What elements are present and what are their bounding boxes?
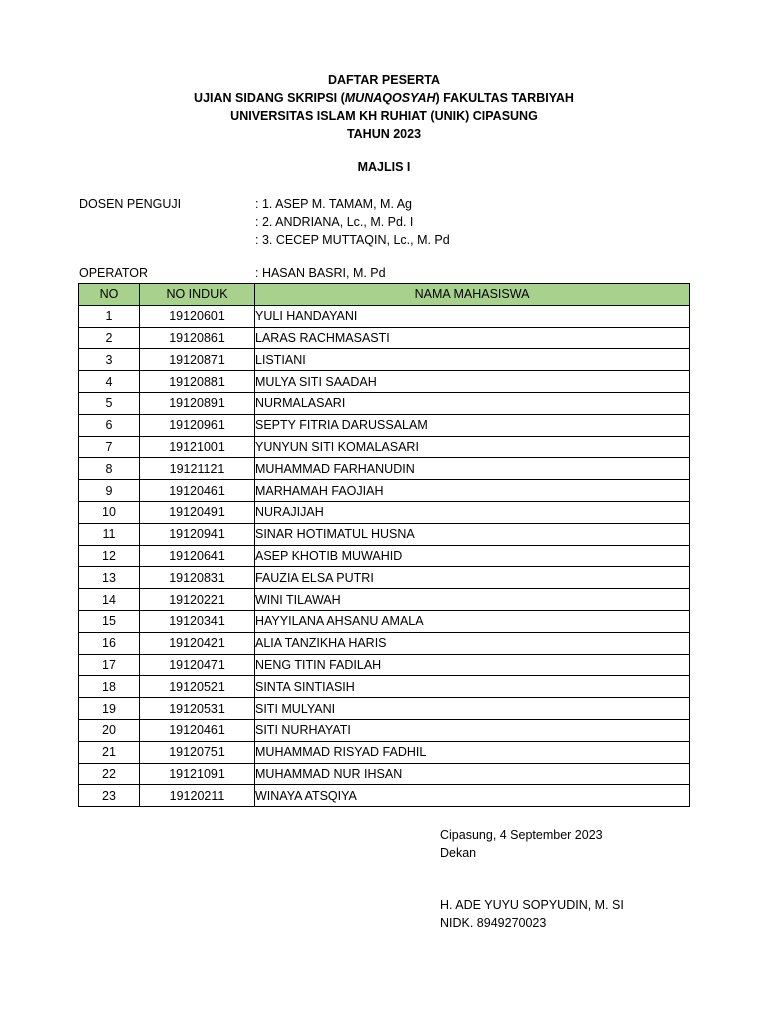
signature-header (440, 826, 603, 862)
cell-induk: 19121001 (140, 436, 255, 458)
table-body (79, 305, 690, 806)
examiner-item: : 3. CECEP MUTTAQIN, Lc., M. Pd (255, 233, 450, 247)
cell-induk: 19120961 (140, 414, 255, 436)
table-row (79, 610, 690, 632)
table-row (79, 785, 690, 807)
cell-no: 2 (79, 327, 140, 349)
cell-no: 22 (79, 763, 140, 785)
cell-induk: 19120871 (140, 349, 255, 371)
cell-nama: YULI HANDAYANI (255, 305, 690, 327)
cell-no: 1 (79, 305, 140, 327)
cell-induk: 19120531 (140, 698, 255, 720)
heading-title: DAFTAR PESERTA (327, 73, 441, 87)
table-row (79, 741, 690, 763)
signature-signer (440, 896, 624, 932)
cell-no: 20 (79, 719, 140, 741)
heading-university: UNIVERSITAS ISLAM KH RUHIAT (UNIK) CIPASUNG (230, 109, 538, 123)
cell-nama: SITI NURHAYATI (255, 719, 690, 741)
operator-value: : HASAN BASRI, M. Pd (255, 266, 386, 280)
table-header-row (79, 284, 690, 306)
table-row (79, 719, 690, 741)
cell-induk: 19120461 (140, 719, 255, 741)
cell-induk: 19120941 (140, 523, 255, 545)
cell-no: 14 (79, 589, 140, 611)
cell-nama: NURAJIJAH (255, 501, 690, 523)
table-row (79, 305, 690, 327)
heading-year: TAHUN 2023 (346, 127, 422, 141)
cell-no: 7 (79, 436, 140, 458)
participants-table (78, 283, 690, 807)
cell-no: 5 (79, 392, 140, 414)
table-row (79, 501, 690, 523)
cell-no: 3 (79, 349, 140, 371)
table-row (79, 371, 690, 393)
cell-induk: 19120471 (140, 654, 255, 676)
cell-no: 4 (79, 371, 140, 393)
table-row (79, 545, 690, 567)
cell-no: 11 (79, 523, 140, 545)
cell-no: 17 (79, 654, 140, 676)
examiners-label: DOSEN PENGUJI (79, 197, 182, 211)
examiners-list (255, 195, 450, 249)
cell-induk: 19120751 (140, 741, 255, 763)
signature-nidk: NIDK. 8949270023 (440, 916, 547, 930)
table-row (79, 589, 690, 611)
cell-induk: 19120891 (140, 392, 255, 414)
cell-induk: 19121121 (140, 458, 255, 480)
table-row (79, 632, 690, 654)
cell-nama: LARAS RACHMASASTI (255, 327, 690, 349)
cell-no: 6 (79, 414, 140, 436)
signature-title: Dekan (440, 846, 477, 860)
table-row (79, 567, 690, 589)
table-row (79, 698, 690, 720)
cell-no: 23 (79, 785, 140, 807)
cell-induk: 19120521 (140, 676, 255, 698)
cell-induk: 19120211 (140, 785, 255, 807)
cell-nama: MARHAMAH FAOJIAH (255, 480, 690, 502)
signature-name: H. ADE YUYU SOPYUDIN, M. SI (440, 898, 624, 912)
cell-no: 18 (79, 676, 140, 698)
cell-nama: SINTA SINTIASIH (255, 676, 690, 698)
table-row (79, 480, 690, 502)
table-row (79, 349, 690, 371)
table-row (79, 676, 690, 698)
heading-exam-pre: UJIAN SIDANG SKRIPSI ( (194, 91, 345, 105)
signature-place-date: Cipasung, 4 September 2023 (440, 828, 603, 842)
column-header-induk: NO INDUK (140, 284, 255, 306)
cell-nama: YUNYUN SITI KOMALASARI (255, 436, 690, 458)
cell-induk: 19120601 (140, 305, 255, 327)
cell-no: 21 (79, 741, 140, 763)
cell-nama: MUHAMMAD NUR IHSAN (255, 763, 690, 785)
heading-exam-italic: MUNAQOSYAH (344, 91, 436, 105)
cell-no: 16 (79, 632, 140, 654)
table-row (79, 523, 690, 545)
cell-no: 15 (79, 610, 140, 632)
heading-exam (0, 89, 768, 107)
cell-nama: MUHAMMAD RISYAD FADHIL (255, 741, 690, 763)
cell-nama: WINI TILAWAH (255, 589, 690, 611)
table-row (79, 392, 690, 414)
cell-nama: LISTIANI (255, 349, 690, 371)
cell-nama: NURMALASARI (255, 392, 690, 414)
examiner-item: : 2. ANDRIANA, Lc., M. Pd. I (255, 215, 414, 229)
cell-induk: 19120341 (140, 610, 255, 632)
operator-label: OPERATOR (79, 266, 148, 280)
cell-nama: SITI MULYANI (255, 698, 690, 720)
cell-no: 8 (79, 458, 140, 480)
cell-no: 9 (79, 480, 140, 502)
examiner-item: : 1. ASEP M. TAMAM, M. Ag (255, 197, 412, 211)
cell-no: 12 (79, 545, 140, 567)
cell-induk: 19120461 (140, 480, 255, 502)
cell-nama: MUHAMMAD FARHANUDIN (255, 458, 690, 480)
table-row (79, 436, 690, 458)
cell-induk: 19121091 (140, 763, 255, 785)
cell-induk: 19120641 (140, 545, 255, 567)
cell-induk: 19120861 (140, 327, 255, 349)
cell-no: 10 (79, 501, 140, 523)
column-header-no: NO (79, 284, 140, 306)
majlis-title: MAJLIS I (357, 160, 411, 174)
column-header-nama: NAMA MAHASISWA (255, 284, 690, 306)
cell-nama: SINAR HOTIMATUL HUSNA (255, 523, 690, 545)
heading-exam-post: ) FAKULTAS TARBIYAH (435, 91, 574, 105)
cell-no: 19 (79, 698, 140, 720)
cell-nama: FAUZIA ELSA PUTRI (255, 567, 690, 589)
cell-induk: 19120421 (140, 632, 255, 654)
cell-nama: NENG TITIN FADILAH (255, 654, 690, 676)
cell-induk: 19120491 (140, 501, 255, 523)
table-row (79, 654, 690, 676)
cell-induk: 19120221 (140, 589, 255, 611)
cell-induk: 19120881 (140, 371, 255, 393)
table-row (79, 414, 690, 436)
cell-no: 13 (79, 567, 140, 589)
cell-nama: ALIA TANZIKHA HARIS (255, 632, 690, 654)
cell-nama: HAYYILANA AHSANU AMALA (255, 610, 690, 632)
cell-nama: MULYA SITI SAADAH (255, 371, 690, 393)
document-heading (0, 71, 768, 143)
table-row (79, 458, 690, 480)
cell-nama: WINAYA ATSQIYA (255, 785, 690, 807)
cell-induk: 19120831 (140, 567, 255, 589)
cell-nama: ASEP KHOTIB MUWAHID (255, 545, 690, 567)
table-row (79, 327, 690, 349)
cell-nama: SEPTY FITRIA DARUSSALAM (255, 414, 690, 436)
table-row (79, 763, 690, 785)
